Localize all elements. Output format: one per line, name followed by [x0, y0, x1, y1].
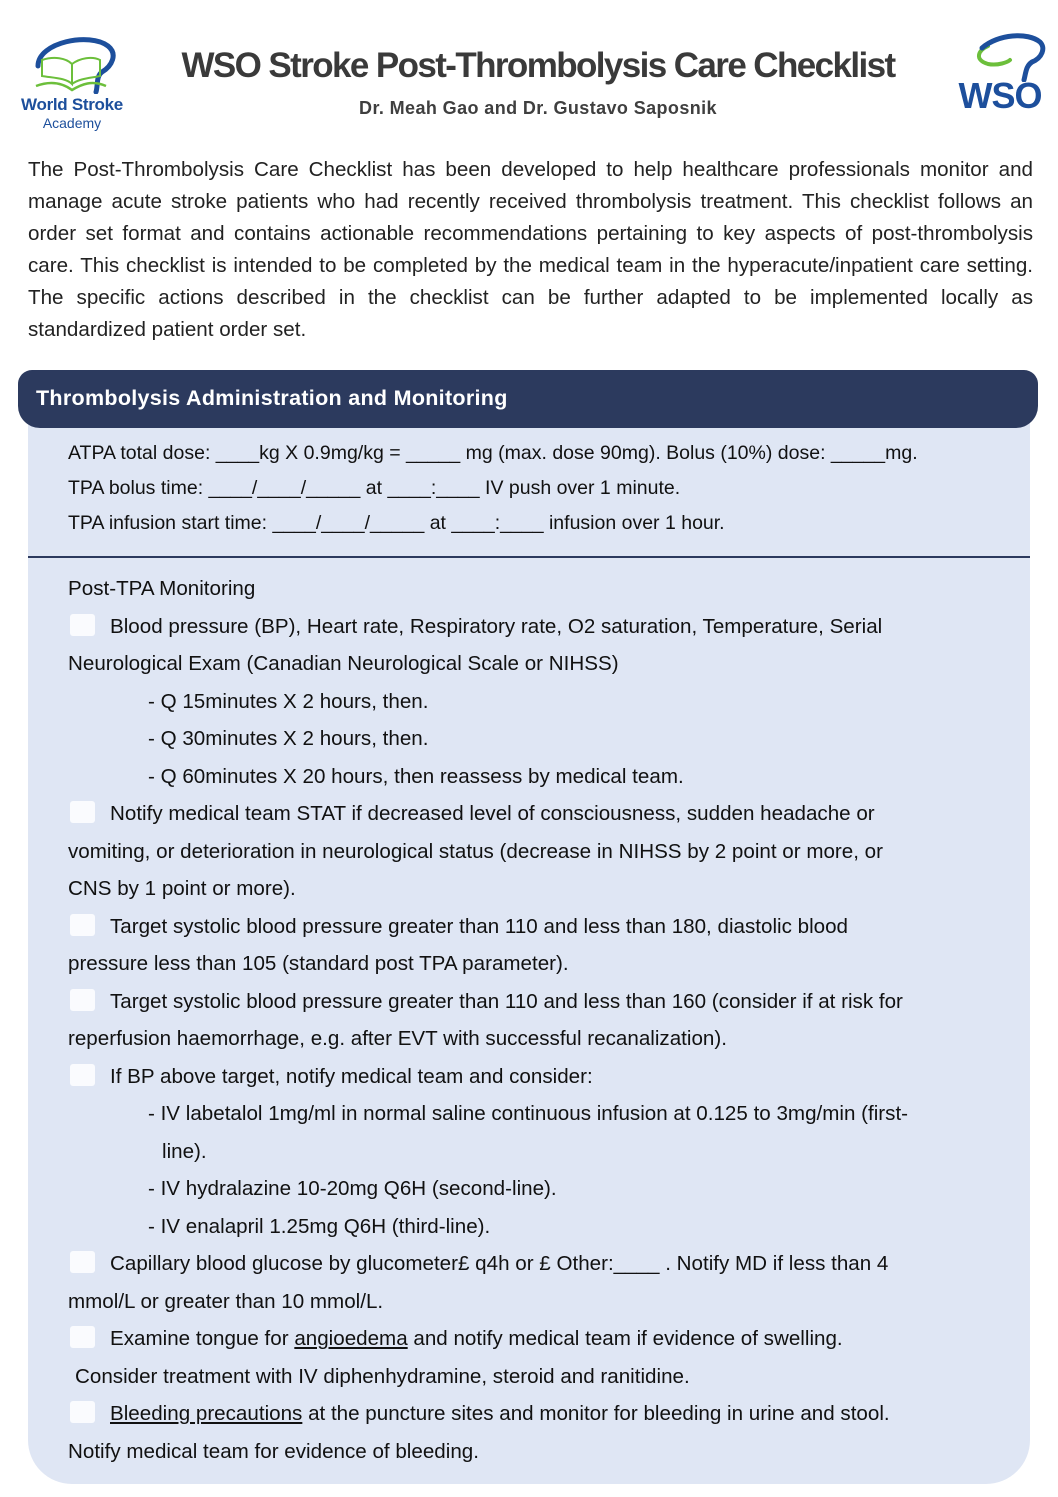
item-text: mmol/L or greater than 10 mmol/L.	[68, 1289, 384, 1313]
bolus-time-line[interactable]: TPA bolus time: ____/____/_____ at ____:____ IV push over 1 minute.	[68, 477, 681, 499]
sub-item: - IV enalapril 1.25mg Q6H (third-line).	[148, 1214, 491, 1238]
checklist-item-glucose	[68, 1245, 1028, 1283]
checklist-item-notify-stat	[68, 795, 1028, 833]
item-text: Neurological Exam (Canadian Neurological Scale or NIHSS)	[68, 652, 619, 675]
checklist-item-target-bp-160	[68, 983, 1028, 1021]
checkbox[interactable]	[70, 801, 95, 823]
bleeding-precautions-link[interactable]: Bleeding precautions	[110, 1402, 303, 1425]
item-text: Target systolic blood pressure greater than 110 and less than 180, diastolic blood	[110, 914, 849, 938]
sub-item: - Q 30minutes X 2 hours, then.	[148, 727, 429, 750]
item-text: Target systolic blood pressure greater than 110 and less than 160 (consider if at risk for	[110, 989, 903, 1013]
sub-item: - IV hydralazine 10-20mg Q6H (second-line).	[148, 1177, 557, 1200]
checklist-item-angioedema	[68, 1320, 1028, 1358]
checklist-item-bp-above-target	[68, 1058, 1028, 1096]
item-text: CNS by 1 point or more).	[68, 877, 296, 900]
infusion-start-line[interactable]: TPA infusion start time: ____/____/_____ at ____:____ infusion over 1 hour.	[68, 512, 725, 534]
page-title: WSO Stroke Post-Thrombolysis Care Checklist	[181, 46, 895, 85]
checkbox[interactable]	[70, 1326, 95, 1348]
item-text: If BP above target, notify medical team and consider:	[110, 1064, 593, 1088]
section-body	[28, 410, 1030, 1484]
item-text: Blood pressure (BP), Heart rate, Respiratory rate, O2 saturation, Temperature, Serial	[110, 614, 883, 638]
sub-item: - IV labetalol 1mg/ml in normal saline continuous infusion at 0.125 to 3mg/min (first-	[148, 1102, 909, 1125]
item-text: Notify medical team STAT if decreased level of consciousness, sudden headache or	[110, 802, 875, 825]
item-text: Examine tongue for	[110, 1327, 295, 1350]
sub-item: - Q 15minutes X 2 hours, then.	[148, 689, 429, 713]
item-text: pressure less than 105 (standard post TPA parameter).	[68, 952, 569, 975]
authors: Dr. Meah Gao and Dr. Gustavo Saposnik	[359, 98, 717, 118]
checklist-item-target-bp-180	[68, 908, 1028, 946]
logo-brand-text: World Stroke	[21, 95, 123, 114]
thrombolysis-section	[18, 370, 1038, 1484]
wso-logo	[948, 32, 1052, 118]
section-header	[18, 370, 1038, 428]
checkbox[interactable]	[70, 1401, 95, 1423]
checkbox[interactable]	[70, 1251, 95, 1273]
wso-logo-text: WSO	[958, 75, 1042, 116]
total-dose-line[interactable]: ATPA total dose: ____kg X 0.9mg/kg = _____ mg (max. dose 90mg). Bolus (10%) dose: _____mg.	[68, 442, 918, 464]
item-text: reperfusion haemorrhage, e.g. after EVT with successful recanalization).	[68, 1027, 727, 1050]
checkbox[interactable]	[70, 914, 95, 936]
checklist-item-bleeding	[68, 1395, 1028, 1433]
item-text: vomiting, or deterioration in neurological status (decrease in NIHSS by 2 point or more, or	[68, 839, 883, 863]
item-text: Consider treatment with IV diphenhydramine, steroid and ranitidine.	[75, 1364, 690, 1388]
item-text: Capillary blood glucose by glucometer£ q4h or £ Other:____ . Notify MD if less than 4	[110, 1252, 889, 1275]
book-brain-icon	[30, 36, 120, 94]
checkbox[interactable]	[70, 1064, 95, 1086]
logo-sub-text: Academy	[42, 115, 102, 131]
checkbox[interactable]	[70, 989, 95, 1011]
section-title: Thrombolysis Administration and Monitoring	[36, 386, 508, 410]
item-text: at the puncture sites and monitor for bleeding in urine and stool.	[302, 1402, 890, 1425]
dose-fields	[68, 436, 918, 541]
sub-item: line).	[162, 1139, 207, 1163]
item-text: Notify medical team for evidence of bleeding.	[68, 1439, 479, 1463]
checkbox[interactable]	[70, 614, 95, 636]
world-stroke-academy-logo	[12, 30, 132, 134]
monitoring-heading: Post-TPA Monitoring	[68, 577, 256, 600]
item-text: and notify medical team if evidence of swelling.	[407, 1327, 843, 1350]
intro-paragraph: The Post-Thrombolysis Care Checklist has been developed to help healthcare professionals monitor and manage acute stroke patients who had recently received thrombolysis treatment. This checklist follows an order set format and contains actionable recommendations pertaining to key aspects of post-thrombolysis care. This checklist is intended to be completed by the medical team in the hyperacute/inpatient care setting. The specific actions described in the checklist can be further adapted to be implemented locally as standardized patient order set.	[28, 158, 1033, 341]
post-tpa-monitoring	[68, 570, 1028, 1470]
sub-item: - Q 60minutes X 20 hours, then reassess by medical team.	[148, 764, 684, 788]
checklist-item-vitals	[68, 608, 1028, 646]
angioedema-link[interactable]: angioedema	[294, 1327, 408, 1350]
divider	[28, 556, 1030, 558]
